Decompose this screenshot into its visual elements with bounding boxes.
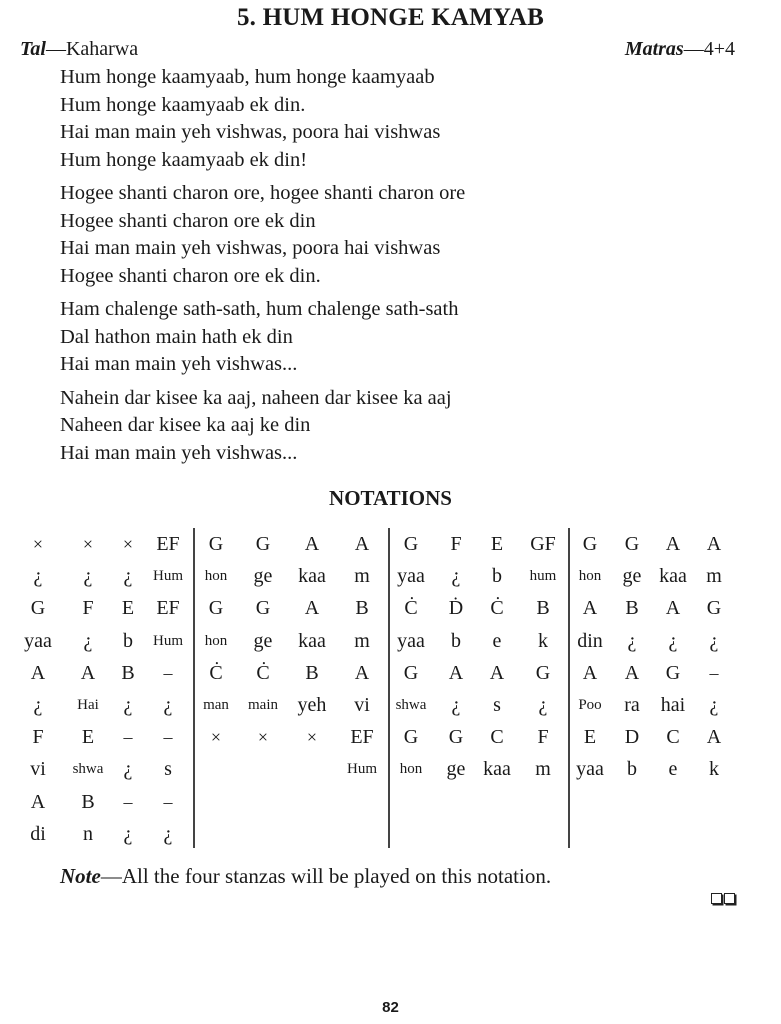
lyric-line: Nahein dar kisee ka aaj, naheen dar kisee ka aaj (60, 386, 452, 409)
notation-cell: B (355, 597, 369, 620)
notation-cell: s (164, 758, 172, 781)
notation-cell: A (30, 790, 46, 813)
lyric-line: Hai man main yeh vishwas, poora hai vishwas (60, 237, 441, 259)
notation-cell: ¿ (33, 694, 43, 716)
lyric-line: Naheen dar kisee ka aaj ke din (60, 414, 311, 436)
notation-cell: hon (399, 761, 423, 778)
notation-cell: C (490, 726, 504, 749)
notation-cell: A (489, 661, 505, 684)
notation-cell: C (666, 726, 680, 749)
notation-cell: A (30, 661, 46, 684)
notation-cell: Hai (77, 697, 99, 713)
notation-cell: Hum (153, 632, 183, 649)
notation-cell: yaa (397, 565, 425, 588)
notation-cell: B (536, 597, 550, 620)
tal-label: Tal (20, 38, 46, 60)
matras-label: Matras (624, 38, 684, 60)
note (60, 864, 551, 889)
notation-cell: E (81, 726, 95, 749)
notation-cell: G (255, 597, 271, 620)
lyric-line: Hai man main yeh vishwas... (60, 353, 298, 375)
notation-cell: m (354, 565, 370, 588)
lyric-line: Hogee shanti charon ore, hogee shanti charon ore (60, 182, 466, 204)
notation-cell: A (665, 597, 681, 620)
notation-cell: G (403, 533, 419, 555)
notation-cell: ge (253, 629, 273, 652)
notation-cell: A (304, 533, 320, 555)
notation-cell: m (535, 758, 551, 781)
notation-cell: k (538, 629, 548, 652)
notation-cell: A (582, 661, 598, 684)
notation-cell: hon (578, 568, 602, 585)
notation-cell: A (582, 597, 598, 620)
notation-cell: – (163, 727, 173, 748)
notation-cell: ¿ (123, 694, 133, 716)
notation-cell: ra (624, 694, 640, 716)
song-title: 5. HUM HONGE KAMYAB (236, 4, 545, 31)
notation-cell: G (706, 597, 722, 620)
notation-cell: b (627, 758, 637, 781)
notation-cell: EF (156, 533, 180, 555)
notation-cell: vi (30, 758, 46, 781)
notation-cell: GF (530, 533, 556, 555)
notation-cell: Ċ (404, 597, 418, 620)
notation-cell: kaa (659, 565, 687, 588)
notations-heading: NOTATIONS (329, 486, 452, 510)
notation-cell: ¿ (83, 629, 93, 652)
tal-value: —Kaharwa (45, 38, 139, 60)
notation-cell: ¿ (538, 694, 548, 716)
notation-cell: n (83, 822, 93, 845)
stanza (60, 64, 465, 174)
notation-cell: × (32, 534, 44, 554)
notation-cell: ge (253, 565, 273, 588)
notation-cell: F (450, 533, 462, 555)
notation-cell: A (354, 533, 370, 555)
notation-cell: – (163, 662, 173, 683)
notation-cell: D (624, 726, 640, 749)
stanza (60, 296, 465, 379)
notation-cell: Ḋ (448, 597, 464, 620)
notation-cell: b (492, 565, 502, 588)
notation-cell: ¿ (83, 565, 93, 588)
notation-cell: ¿ (451, 565, 461, 588)
lyric-line: Hogee shanti charon ore ek din (60, 209, 316, 232)
notation-cell: ¿ (123, 565, 133, 588)
notation-cell: – (123, 791, 133, 812)
lyric-line: Hum honge kaamyaab ek din! (60, 148, 308, 171)
notation-cell: ¿ (627, 629, 637, 652)
notation-cell: B (121, 661, 135, 684)
notation-cell: EF (350, 726, 374, 749)
notation-cell: G (535, 661, 551, 684)
notation-cell: hum (529, 568, 557, 585)
notation-cell: man (203, 697, 229, 713)
lyric-line: Hogee shanti charon ore ek din. (60, 264, 321, 287)
notation-cell: G (208, 597, 224, 620)
notation-cell: yaa (576, 758, 604, 781)
lyric-line: Ham chalenge sath-sath, hum chalenge sath-sath (60, 298, 459, 320)
notation-cell: m (354, 629, 370, 652)
notation-cell: G (448, 726, 464, 749)
lyric-line: Hai man main yeh vishwas... (60, 441, 298, 464)
notation-cell: m (706, 565, 722, 588)
notation-cell: yaa (24, 629, 52, 652)
notation-cell: ¿ (668, 629, 678, 652)
notation-cell: ¿ (709, 629, 719, 652)
notation-cell: ¿ (709, 694, 719, 716)
notation-grid (0, 528, 781, 850)
notation-cell: – (163, 791, 173, 812)
lyric-line: Hum honge kaamyaab, hum honge kaamyaab (60, 66, 435, 88)
notation-cell: kaa (483, 758, 511, 781)
notation-cell: F (537, 726, 549, 749)
notation-cell: Ċ (209, 661, 223, 684)
lyric-line: Dal hathon main hath ek din (60, 325, 293, 348)
notation-cell: e (492, 629, 502, 652)
notation-cell: vi (354, 694, 370, 716)
notation-cell: ¿ (123, 758, 133, 781)
notation-cell: G (208, 533, 224, 555)
notation-cell: A (706, 726, 722, 749)
notation-cell: A (665, 533, 681, 555)
notation-cell: G (403, 726, 419, 749)
notation-cell: ¿ (163, 694, 173, 716)
notation-cell: Hum (347, 761, 377, 778)
notation-cell: E (583, 726, 597, 749)
notation-cell: Poo (578, 697, 602, 713)
notation-cell: A (706, 533, 722, 555)
notation-cell: B (625, 597, 639, 620)
notation-cell: ¿ (123, 822, 133, 845)
notation-cell: Hum (153, 568, 183, 585)
notation-cell: ge (622, 565, 642, 588)
notation-cell: A (354, 661, 370, 684)
matras-info (625, 38, 735, 61)
notation-cell: A (624, 661, 640, 684)
notation-cell: s (493, 694, 501, 716)
notation-cell: Ċ (256, 661, 270, 684)
notation-cell: – (123, 727, 133, 748)
notation-cell: G (403, 661, 419, 684)
notation-cell: kaa (298, 629, 326, 652)
notation-cell: kaa (298, 565, 326, 588)
notation-cell: F (82, 597, 94, 620)
notation-cell: B (81, 790, 95, 813)
page-number: 82 (382, 999, 399, 1016)
notation-cell: G (582, 533, 598, 555)
notation-cell: E (121, 597, 135, 620)
notation-cell: yaa (397, 629, 425, 652)
lyric-line: Hum honge kaamyaab ek din. (60, 93, 306, 116)
notation-cell: yeh (297, 694, 327, 716)
notation-cell: b (123, 629, 133, 652)
tal-info (20, 38, 138, 61)
notation-cell: din (577, 629, 603, 652)
notation-cell: × (210, 727, 222, 748)
notation-cell: b (451, 629, 461, 652)
stanza (60, 180, 465, 290)
notation-cell: hai (660, 694, 686, 716)
notation-cell: × (306, 727, 318, 748)
end-of-section-icon (711, 893, 735, 904)
notation-cell: × (122, 534, 134, 554)
matras-value: —4+4 (683, 38, 735, 60)
notation-cell: ¿ (163, 822, 173, 845)
notation-cell: main (248, 697, 278, 713)
notation-cell: ge (446, 758, 466, 781)
notation-cell: G (30, 597, 46, 620)
notation-cell: G (624, 533, 640, 555)
notation-cell: Ċ (490, 597, 504, 620)
notation-cell: hon (204, 568, 228, 585)
lyric-line: Hai man main yeh vishwas, poora hai vishwas (60, 121, 441, 143)
notation-cell: A (80, 661, 96, 684)
notation-cell: EF (156, 597, 180, 620)
notation-cell: E (490, 533, 504, 555)
notation-cell: A (304, 597, 320, 620)
notation-cell: G (665, 661, 681, 684)
notation-cell: × (82, 534, 94, 554)
notation-cell: k (709, 758, 719, 781)
note-label: Note (60, 864, 101, 888)
notation-cell: × (257, 727, 269, 748)
notation-cell: ¿ (33, 565, 43, 588)
notation-cell: F (32, 726, 44, 749)
notation-cell: hon (204, 632, 228, 649)
stanza (60, 385, 465, 468)
notation-cell: A (448, 661, 464, 684)
notation-cell: – (709, 662, 719, 683)
notation-cell: B (305, 661, 319, 684)
notation-cell: G (255, 533, 271, 555)
lyrics (60, 64, 465, 473)
notation-cell: di (30, 822, 46, 845)
notation-cell: shwa (395, 697, 427, 713)
notation-cell: ¿ (451, 694, 461, 716)
notation-cell: shwa (72, 761, 104, 778)
note-text: —All the four stanzas will be played on this notation. (100, 864, 552, 888)
notation-cell: e (668, 758, 678, 781)
